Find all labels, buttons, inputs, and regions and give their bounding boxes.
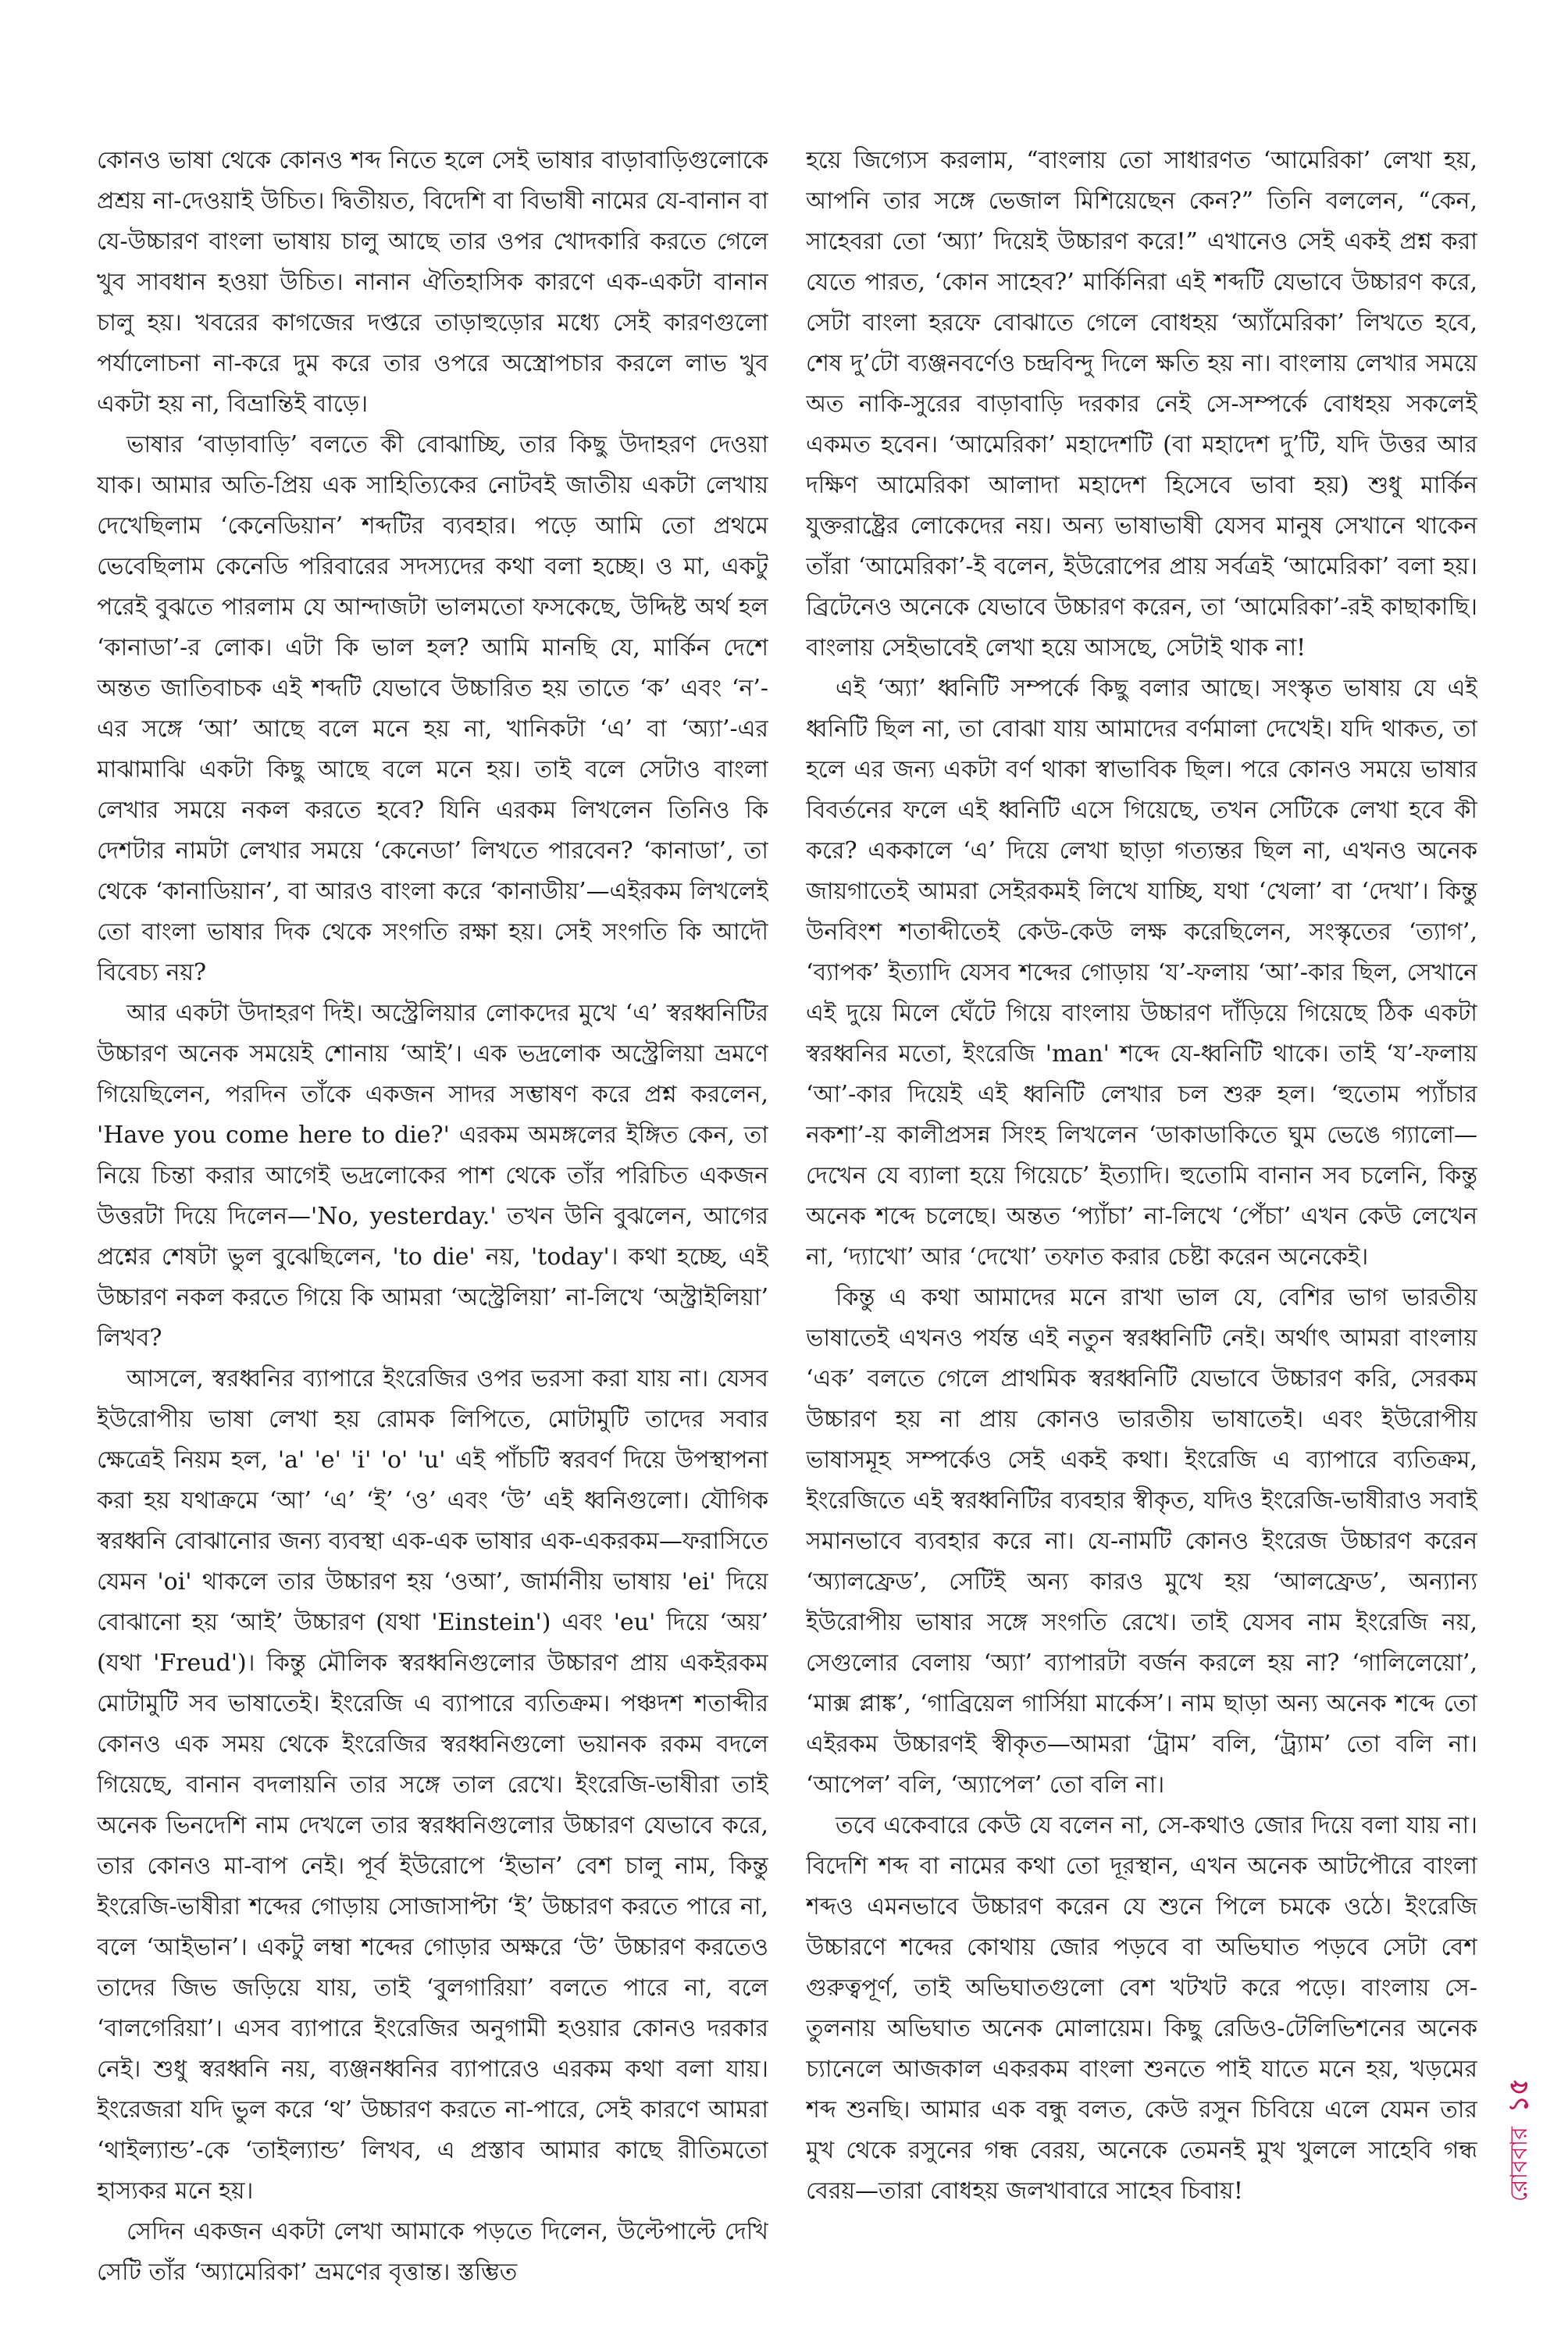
magazine-name: রোববার — [1506, 2127, 1533, 2202]
paragraph: তবে একেবারে কেউ যে বলেন না, সে-কথাও জোর দিয়ে বলা যায় না। বিদেশি শব্দ বা নামের কথা তো দূরস্থান, এখন অনেক আটপৌরে বাংলা শব্দও এমনভাবে উচ্চারণ করেন যে শুনে পিলে চমকে ওঠে। ইংরেজি উচ্চারণে শব্দের কোথায় জোর পড়বে বা অভিঘাত পড়বে সেটা বেশ গুরুত্বপূর্ণ, তাই অভিঘাতগুলো বেশ খটখট করে পড়ে। বাংলায় সে-তুলনায় অভিঘাত অনেক মোলায়েম। কিছু রেডিও-টেলিভিশনের অনেক চ্যানেলে আজকাল একরকম বাংলা শুনতে পাই যাতে মনে হয়, খড়মের শব্দ শুনছি। আমার এক বন্ধু বলত, কেউ রসুন চিবিয়ে এলে যেমন তার মুখ থেকে রসুনের গন্ধ বেরয়, অনেকে তেমনই মুখ খুললে সাহেবি গন্ধ বেরয়—তারা বোধহয় জলখাবারে সাহেব চিবায়! — [806, 1812, 1477, 2205]
page-folio — [1497, 2078, 1541, 2202]
page-number: ১৫ — [1503, 2077, 1534, 2113]
paragraph: হয়ে জিগ্যেস করলাম, “বাংলায় তো সাধারণত ‘আমেরিকা’ লেখা হয়, আপনি তার সঙ্গে ভেজাল মিশিয়েছেন কেন?” তিনি বললেন, “কেন, সাহেবরা তো ‘অ্যা’ দিয়েই উচ্চারণ করে!” এখানেও সেই একই প্রশ্ন করা যেতে পারত, ‘কোন সাহেব?’ মার্কিনিরা এই শব্দটি যেভাবে উচ্চারণ করে, সেটা বাংলা হরফে বোঝাতে গেলে বোধহয় ‘অ্যাঁমেরিকা’ লিখতে হবে, শেষ দু’টো ব্যঞ্জনবর্ণেও চন্দ্রবিন্দু দিলে ক্ষতি হয় না। বাংলায় লেখার সময়ে অত নাকি-সুরের বাড়াবাড়ি দরকার নেই সে-সম্পর্কে বোধহয় সকলেই একমত হবেন। ‘আমেরিকা’ মহাদেশটি (বা মহাদেশ দু’টি, যদি উত্তর আর দক্ষিণ আমেরিকা আলাদা মহাদেশ হিসেবে ভাবা হয়) শুধু মার্কিন যুক্তরাষ্ট্রের লোকেদের নয়। অন্য ভাষাভাষী যেসব মানুষ সেখানে থাকেন তাঁরা ‘আমেরিকা’-ই বলেন, ইউরোপের প্রায় সর্বত্রই ‘আমেরিকা’ বলা হয়। ব্রিটেনেও অনেকে যেভাবে উচ্চারণ করেন, তা ‘আমেরিকা’-রই কাছাকাছি। বাংলায় সেইভাবেই লেখা হয়ে আসছে, সেটাই থাক না! — [806, 147, 1477, 661]
paragraph: এই ‘অ্যা’ ধ্বনিটি সম্পর্কে কিছু বলার আছে। সংস্কৃত ভাষায় যে এই ধ্বনিটি ছিল না, তা বোঝা যায় আমাদের বর্ণমালা দেখেই। যদি থাকত, তা হলে এর জন্য একটা বর্ণ থাকা স্বাভাবিক ছিল। পরে কোনও সময়ে ভাষার বিবর্তনের ফলে এই ধ্বনিটি এসে গিয়েছে, তখন সেটিকে লেখা হবে কী করে? এককালে ‘এ’ দিয়ে লেখা ছাড়া গত্যন্তর ছিল না, এখনও অনেক জায়গাতেই আমরা সেইরকমই লিখে যাচ্ছি, যথা ‘খেলা’ বা ‘দেখা’। কিন্তু উনবিংশ শতাব্দীতেই কেউ-কেউ লক্ষ করেছিলেন, সংস্কৃতের ‘ত্যাগ’, ‘ব্যাপক’ ইত্যাদি যেসব শব্দের গোড়ায় ‘য’-ফলায় ‘আ’-কার ছিল, সেখানে এই দুয়ে মিলে ঘেঁটে গিয়ে বাংলায় উচ্চারণ দাঁড়িয়ে গিয়েছে ঠিক একটা স্বরধ্বনির মতো, ইংরেজি 'man' শব্দে যে-ধ্বনিটি থাকে। তাই ‘য’-ফলায় ‘আ’-কার দিয়েই এই ধ্বনিটি লেখার চল শুরু হল। ‘হুতোম প্যাঁচার নকশা’-য় কালীপ্রসন্ন সিংহ লিখলেন ‘ডাকাডাকিতে ঘুম ভেঙে গ্যালো—দেখেন যে ব্যালা হয়ে গিয়েচে’ ইত্যাদি। হুতোমি বানান সব চলেনি, কিন্তু অনেক শব্দে চলেছে। অন্তত ‘প্যাঁচা’ না-লিখে ‘পেঁচা’ এখন কেউ লেখেন না, ‘দ্যাখো’ আর ‘দেখো’ তফাত করার চেষ্টা করেন অনেকেই। — [806, 675, 1477, 1271]
paragraph: সেদিন একজন একটা লেখা আমাকে পড়তে দিলেন, উল্টেপাল্টে দেখি সেটি তাঁর ‘অ্যামেরিকা’ ভ্রমণের বৃত্তান্ত। স্তম্ভিত — [97, 2218, 768, 2286]
paragraph: ভাষার ‘বাড়াবাড়ি’ বলতে কী বোঝাচ্ছি, তার কিছু উদাহরণ দেওয়া যাক। আমার অতি-প্রিয় এক সাহিত্যিকের নোটবই জাতীয় একটা লেখায় দেখেছিলাম ‘কেনেডিয়ান’ শব্দটির ব্যবহার। পড়ে আমি তো প্রথমে ভেবেছিলাম কেনেডি পরিবারের সদস্যদের কথা বলা হচ্ছে। ও মা, একটু পরেই বুঝতে পারলাম যে আন্দাজটা ভালমতো ফসকেছে, উদ্দিষ্ট অর্থ হল ‘কানাডা’-র লোক। এটা কি ভাল হল? আমি মানছি যে, মার্কিন দেশে অন্তত জাতিবাচক এই শব্দটি যেভাবে উচ্চারিত হয় তাতে ‘ক’ এবং ‘ন’-এর সঙ্গে ‘আ’ আছে বলে মনে হয় না, খানিকটা ‘এ’ বা ‘অ্যা’-এর মাঝামাঝি একটা কিছু আছে বলে মনে হয়। তাই বলে সেটাও বাংলা লেখার সময়ে নকল করতে হবে? যিনি এরকম লিখলেন তিনিও কি দেশটার নামটা লেখার সময়ে ‘কেনেডা’ লিখতে পারবেন? ‘কানাডা’, তা থেকে ‘কানাডিয়ান’, বা আরও বাংলা করে ‘কানাডীয়’—এইরকম লিখলেই তো বাংলা ভাষার দিক থেকে সংগতি রক্ষা হয়। সেই সংগতি কি আদৌ বিবেচ্য নয়? — [97, 431, 768, 986]
paragraph: আসলে, স্বরধ্বনির ব্যাপারে ইংরেজির ওপর ভরসা করা যায় না। যেসব ইউরোপীয় ভাষা লেখা হয় রোমক লিপিতে, মোটামুটি তাদের সবার ক্ষেত্রেই নিয়ম হল, 'a' 'e' 'i' 'o' 'u' এই পাঁচটি স্বরবর্ণ দিয়ে উপস্থাপনা করা হয় যথাক্রমে ‘আ’ ‘এ’ ‘ই’ ‘ও’ এবং ‘উ’ এই ধ্বনিগুলো। যৌগিক স্বরধ্বনি বোঝানোর জন্য ব্যবস্থা এক-এক ভাষার এক-একরকম—ফরাসিতে যেমন 'oi' থাকলে তার উচ্চারণ হয় ‘ওআ’, জার্মানীয় ভাষায় 'ei' দিয়ে বোঝানো হয় ‘আই’ উচ্চারণ (যথা 'Einstein') এবং 'eu' দিয়ে ‘অয়’ (যথা 'Freud')। কিন্তু মৌলিক স্বরধ্বনিগুলোর উচ্চারণ প্রায় একইরকম মোটামুটি সব ভাষাতেই। ইংরেজি এ ব্যাপারে ব্যতিক্রম। পঞ্চদশ শতাব্দীর কোনও এক সময় থেকে ইংরেজির স্বরধ্বনিগুলো ভয়ানক রকম বদলে গিয়েছে, বানান বদলায়নি তার সঙ্গে তাল রেখে। ইংরেজি-ভাষীরা তাই অনেক ভিনদেশি নাম দেখলে তার স্বরধ্বনিগুলোর উচ্চারণ যেভাবে করে, তার কোনও মা-বাপ নেই। পূর্ব ইউরোপে ‘ইভান’ বেশ চালু নাম, কিন্তু ইংরেজি-ভাষীরা শব্দের গোড়ায় সোজাসাপ্টা ‘ই’ উচ্চারণ করতে পারে না, বলে ‘আইভান’। একটু লম্বা শব্দের গোড়ার অক্ষরে ‘উ’ উচ্চারণ করতেও তাদের জিভ জড়িয়ে যায়, তাই ‘বুলগারিয়া’ বলতে পারে না, বলে ‘বালগেরিয়া’। এসব ব্যাপারে ইংরেজির অনুগামী হওয়ার কোনও দরকার নেই। শুধু স্বরধ্বনি নয়, ব্যঞ্জনধ্বনির ব্যাপারেও এরকম কথা বলা যায়। ইংরেজরা যদি ভুল করে ‘থ’ উচ্চারণ করতে না-পারে, সেই কারণে আমরা ‘থাইল্যান্ড’-কে ‘তাইল্যান্ড’ লিখব, এ প্রস্তাব আমার কাছে রীতিমতো হাস্যকর মনে হয়। — [97, 1365, 768, 2205]
left-column — [97, 141, 768, 2293]
paragraph: আর একটা উদাহরণ দিই। অস্ট্রেলিয়ার লোকদের মুখে ‘এ’ স্বরধ্বনিটির উচ্চারণ অনেক সময়েই শোনায় ‘আই’। এক ভদ্রলোক অস্ট্রেলিয়া ভ্রমণে গিয়েছিলেন, পরদিন তাঁকে একজন সাদর সম্ভাষণ করে প্রশ্ন করলেন, 'Have you come here to die?' এরকম অমঙ্গলের ইঙ্গিত কেন, তা নিয়ে চিন্তা করার আগেই ভদ্রলোকের পাশ থেকে তাঁর পরিচিত একজন উত্তরটা দিয়ে দিলেন—'No, yesterday.' তখন উনি বুঝলেন, আগের প্রশ্নের শেষটা ভুল বুঝেছিলেন, 'to die' নয়, 'today'। কথা হচ্ছে, এই উচ্চারণ নকল করতে গিয়ে কি আমরা ‘অস্ট্রেলিয়া’ না-লিখে ‘অস্ট্রাইলিয়া’ লিখব? — [97, 1000, 768, 1352]
right-column — [806, 141, 1477, 2212]
paragraph: কোনও ভাষা থেকে কোনও শব্দ নিতে হলে সেই ভাষার বাড়াবাড়িগুলোকে প্রশ্রয় না-দেওয়াই উচিত। দ্বিতীয়ত, বিদেশি বা বিভাষী নামের যে-বানান বা যে-উচ্চারণ বাংলা ভাষায় চালু আছে তার ওপর খোদকারি করতে গেলে খুব সাবধান হওয়া উচিত। নানান ঐতিহাসিক কারণে এক-একটা বানান চালু হয়। খবরের কাগজের দপ্তরে তাড়াহুড়োর মধ্যে সেই কারণগুলো পর্যালোচনা না-করে দুম করে তার ওপরে অস্ত্রোপচার করলে লাভ খুব একটা হয় না, বিভ্রান্তিই বাড়ে। — [97, 147, 768, 418]
paragraph: কিন্তু এ কথা আমাদের মনে রাখা ভাল যে, বেশির ভাগ ভারতীয় ভাষাতেই এখনও পর্যন্ত এই নতুন স্বরধ্বনিটি নেই। অর্থাৎ আমরা বাংলায় ‘এক’ বলতে গেলে প্রাথমিক স্বরধ্বনিটি যেভাবে উচ্চারণ করি, সেরকম উচ্চারণ হয় না প্রায় কোনও ভারতীয় ভাষাতেই। এবং ইউরোপীয় ভাষাসমূহ সম্পর্কেও সেই একই কথা। ইংরেজি এ ব্যাপারে ব্যতিক্রম, ইংরেজিতে এই স্বরধ্বনিটির ব্যবহার স্বীকৃত, যদিও ইংরেজি-ভাষীরাও সবাই সমানভাবে ব্যবহার করে না। যে-নামটি কোনও ইংরেজ উচ্চারণ করেন ‘অ্যালফ্রেড’, সেটিই অন্য কারও মুখে হয় ‘আলফ্রেড’, অন্যান্য ইউরোপীয় ভাষার সঙ্গে সংগতি রেখে। তাই যেসব নাম ইংরেজি নয়, সেগুলোর বেলায় ‘অ্যা’ ব্যাপারটা বর্জন করলে হয় না? ‘গালিলেয়ো’, ‘মাক্স প্লাঙ্ক’, ‘গাব্রিয়েল গার্সিয়া মার্কেস’। নাম ছাড়া অন্য অনেক শব্দে তো এইরকম উচ্চারণই স্বীকৃত—আমরা ‘ট্রাম’ বলি, ‘ট্র্যাম’ তো বলি না। ‘আপেল’ বলি, ‘অ্যাপেল’ তো বলি না। — [806, 1284, 1477, 1799]
